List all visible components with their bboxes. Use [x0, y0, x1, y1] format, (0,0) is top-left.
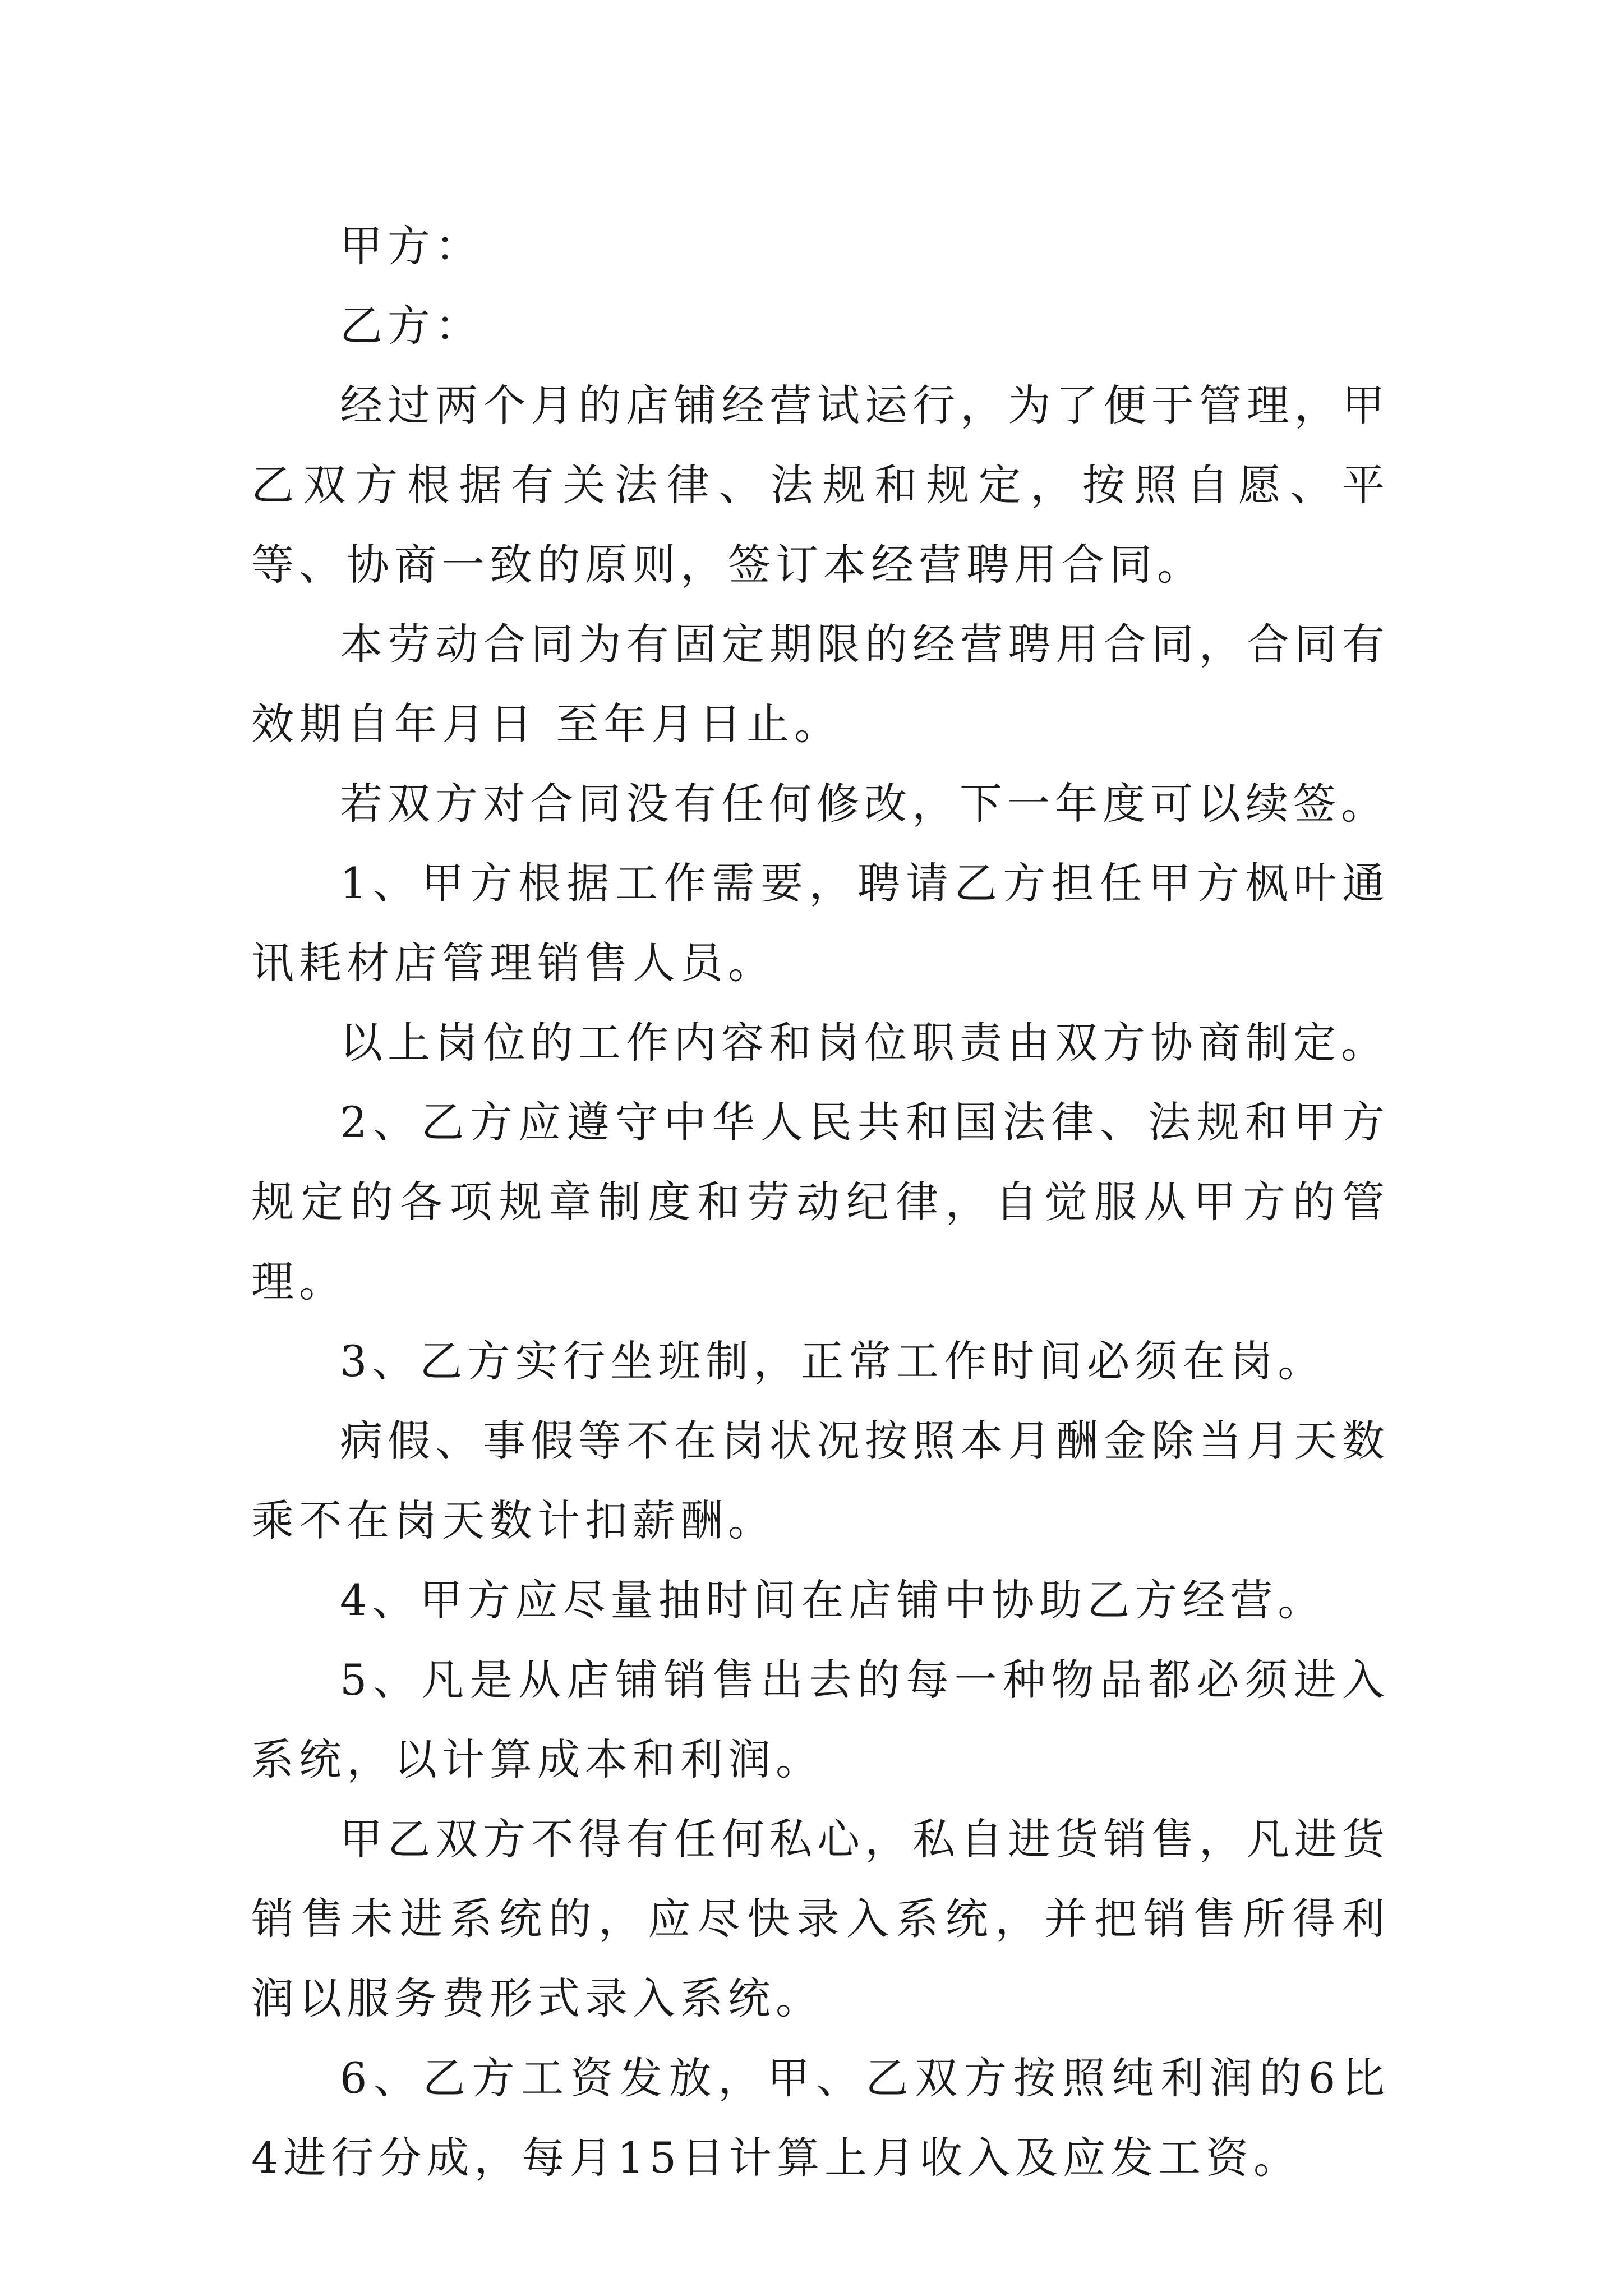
integrity-paragraph: 甲乙双方不得有任何私心，私自进货销售，凡进货销售未进系统的，应尽快录入系统，并把销售所得利润以服务费形式录入系统。 — [251, 1814, 1390, 2023]
clause-5-paragraph: 5、凡是从店铺销售出去的每一种物品都必须进入系统，以计算成本和利润。 — [251, 1655, 1390, 1784]
clause-2-paragraph: 2、乙方应遵守中华人民共和国法律、法规和甲方规定的各项规章制度和劳动纪律，自觉服从甲方的管理。 — [251, 1097, 1390, 1306]
renewal-paragraph: 若双方对合同没有任何修改，下一年度可以续签。 — [340, 779, 1389, 829]
leave-paragraph: 病假、事假等不在岗状况按照本月酬金除当月天数乘不在岗天数计扣薪酬。 — [251, 1416, 1390, 1545]
clause-1-paragraph: 1、甲方根据工作需要，聘请乙方担任甲方枫叶通讯耗材店管理销售人员。 — [251, 858, 1390, 988]
clause-3-paragraph: 3、乙方实行坐班制，正常工作时间必须在岗。 — [340, 1336, 1326, 1386]
duties-paragraph: 以上岗位的工作内容和岗位职责由双方协商制定。 — [340, 1018, 1389, 1068]
party-b-line: 乙方： — [340, 301, 483, 351]
party-a-line: 甲方： — [340, 221, 483, 271]
clause-6-paragraph: 6、乙方工资发放，甲、乙双方按照纯利润的6比4进行分成，每月15日计算上月收入及应发工资。 — [251, 2053, 1390, 2183]
clause-4-paragraph: 4、甲方应尽量抽时间在店铺中协助乙方经营。 — [340, 1575, 1326, 1625]
document-body — [251, 206, 1390, 2198]
contract-term-paragraph: 本劳动合同为有固定期限的经营聘用合同，合同有效期自年月日 至年月日止。 — [251, 619, 1390, 749]
intro-paragraph: 经过两个月的店铺经营试运行，为了便于管理，甲乙双方根据有关法律、法规和规定，按照自愿、平等、协商一致的原则，签订本经营聘用合同。 — [251, 380, 1390, 590]
